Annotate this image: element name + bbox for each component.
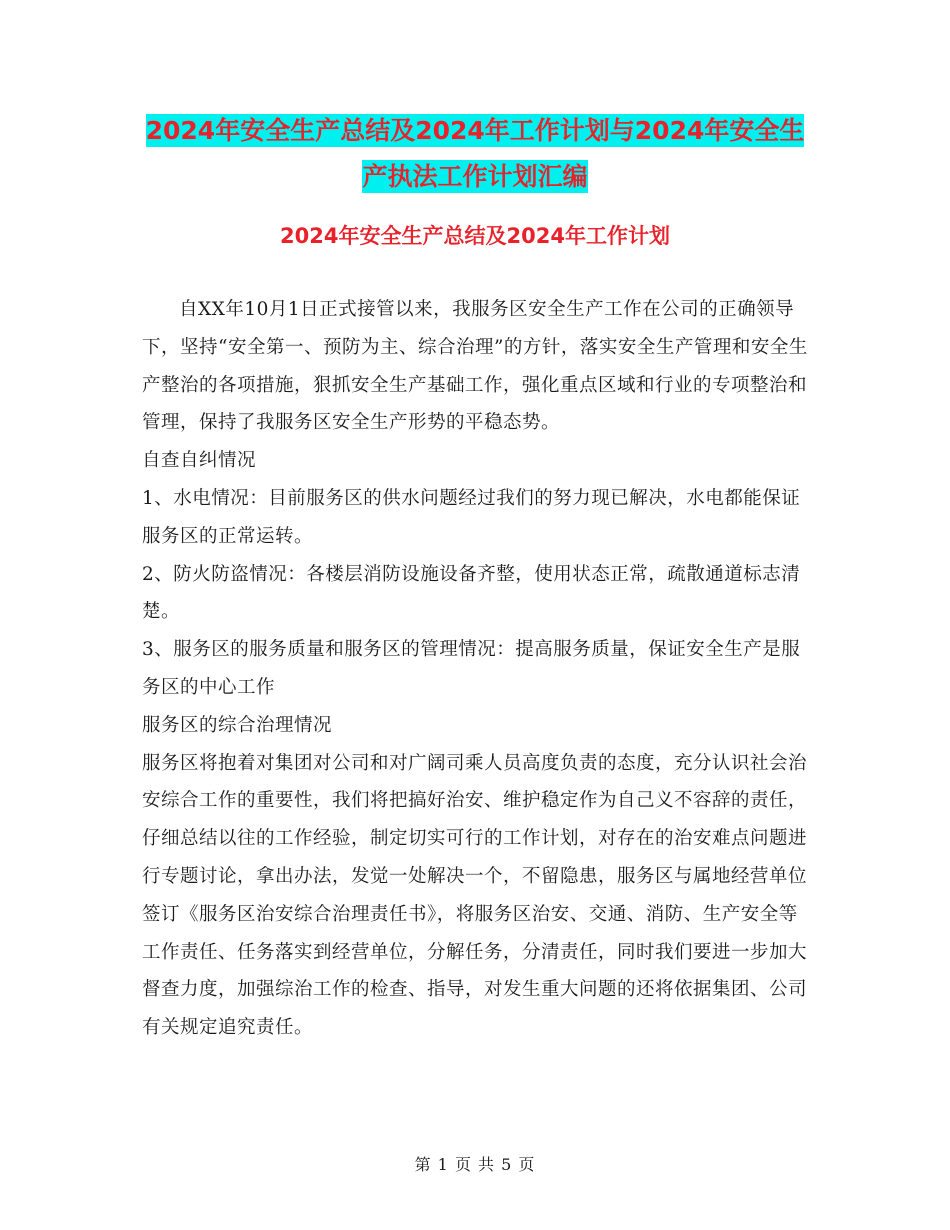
- title-highlight: 2024年安全生产总结及2024年工作计划与2024年安全生产执法工作计划汇编: [145, 116, 805, 191]
- document-main-title: [140, 108, 810, 200]
- section-title: 2024年安全生产总结及2024年工作计划: [280, 224, 670, 248]
- document-body: [142, 291, 812, 1047]
- intro-paragraph: 自XX年10月1日正式接管以来，我服务区安全生产工作在公司的正确领导下，坚持“安全第一、预防为主、综合治理”的方针，落实安全生产管理和安全生产整治的各项措施，狠抓安全生产基础工作，强化重点区域和行业的专项整治和管理，保持了我服务区安全生产形势的平稳态势。: [142, 299, 808, 434]
- comprehensive-paragraph: 服务区将抱着对集团对公司和对广阔司乘人员高度负责的态度，充分认识社会治安综合工作的重要性，我们将把搞好治安、维护稳定作为自己义不容辞的责任，仔细总结以往的工作经验，制定切实可行的工作计划，对存在的治安难点问题进行专题讨论，拿出办法，发觉一处解决一个，不留隐患，服务区与属地经营单位签订《服务区治安综合治理责任书》，将服务区治安、交通、消防、生产安全等工作责任、任务落实到经营单位，分解任务，分清责任，同时我们要进一步加大督查力度，加强综治工作的检查、指导，对发生重大问题的还将依据集团、公司有关规定追究责任。: [142, 752, 808, 1039]
- list-item-fire-theft: 2、防火防盗情况：各楼层消防设施设备齐整，使用状态正常，疏散通道标志清楚。: [142, 563, 801, 623]
- section-heading-comprehensive: 服务区的综合治理情况: [142, 714, 333, 736]
- section-heading-self-check: 自查自纠情况: [142, 450, 257, 472]
- list-item-water-electricity: 1、水电情况：目前服务区的供水问题经过我们的努力现已解决，水电都能保证服务区的正常运转。: [142, 487, 801, 547]
- list-item-service-quality: 3、服务区的服务质量和服务区的管理情况：提高服务质量，保证安全生产是服务区的中心工作: [142, 639, 801, 698]
- page-footer: 第 1 页 共 5 页: [414, 1155, 536, 1174]
